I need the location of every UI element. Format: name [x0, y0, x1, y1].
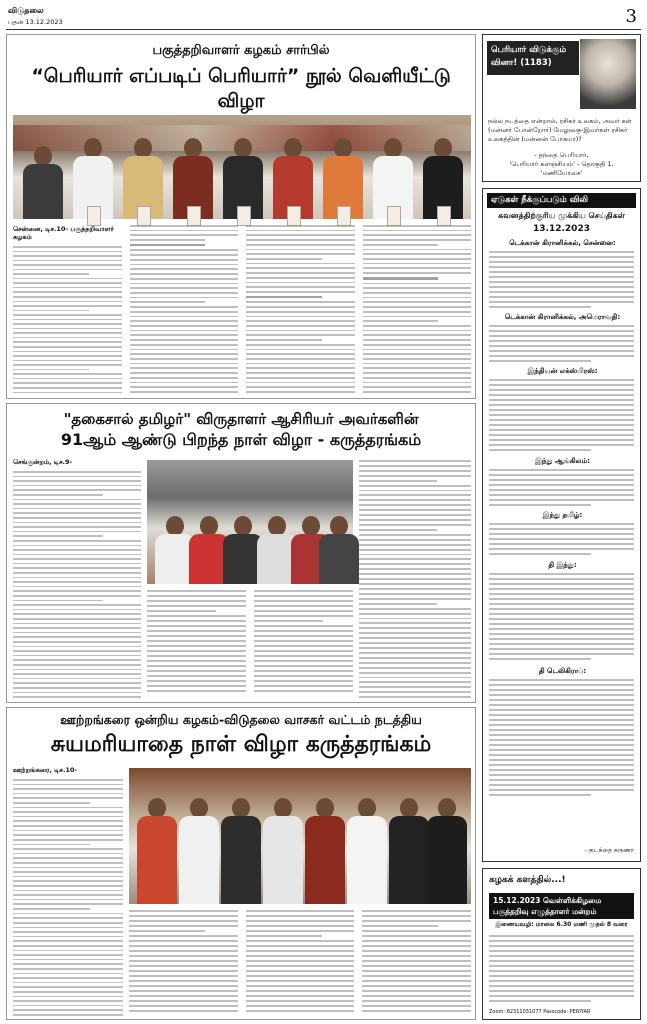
- article-headline: “பெரியார் எப்படிப் பெரியார்” நூல் வெளியீட்டு விழா: [31, 65, 451, 112]
- page-header: [6, 4, 641, 30]
- seminar-group-photo: [129, 768, 471, 904]
- question-title: பெரியார் விடுக்கும் வினா! (1183): [487, 41, 579, 75]
- quote-source: 'பெரியார் களஞ்சியம்' - தொகுதி 1, 'மணியோசை': [509, 160, 614, 177]
- masthead: விடுதலை: [8, 6, 44, 15]
- article-headline-line1: ஊற்றங்கரை ஒன்றிய கழகம்-விடுதலை வாசகர் வட்டம் நடத்திய: [60, 712, 422, 727]
- article-headline-line1: "தகைசால் தமிழர்" விருதாளர் ஆசிரியர் அவர்களின்: [63, 410, 419, 428]
- digest-author: - குடந்தை கருணா: [584, 847, 634, 854]
- article-headline-line2: சுயமரியாதை நாள் விழா கருத்தரங்கம்: [50, 732, 432, 757]
- news-digest-box: [482, 188, 641, 862]
- question-text: நல்ல நடத்தை என்றால், ரசிகர் உலகம், அவர் கள் (மன்னர் போன்றோர்) மேலுலகு-இவர்கள் ரசிகர் உலகத்தின் (மன்னன் போகமா)?: [488, 117, 632, 143]
- quote-attribution: - தந்தை பெரியார்,: [534, 151, 589, 159]
- article-book-release: [6, 34, 476, 399]
- event-time: இணையவழி: மாலை 6.30 மணி முதல் 8 வரை: [495, 921, 628, 928]
- dateline: செங்குன்றம், டிச.9-: [13, 458, 73, 466]
- article-birthday-seminar: [6, 403, 476, 703]
- digest-section: இந்தியன் எக்ஸ்பிரஸ்:: [527, 367, 598, 375]
- digest-section: தி இந்து:: [548, 561, 577, 569]
- article-self-respect-day: [6, 707, 476, 1020]
- event-heading: 15.12.2023 வெள்ளிக்கிழமை பகுத்தறிவு எழுத்தாளர் மன்றம்: [489, 893, 634, 919]
- article-body-middle: [147, 590, 353, 698]
- periyar-question-box: [482, 34, 641, 182]
- article-body-right: [129, 910, 471, 1016]
- dateline: சென்னை, டிச.10- பகுத்தறிவாளர் கழகம்: [13, 225, 114, 241]
- event-notice-box: [482, 868, 641, 1020]
- article-body-left: [13, 766, 123, 1016]
- article-body: [13, 225, 471, 393]
- digest-date: 13.12.2023: [533, 224, 590, 234]
- article-headline-line2: 91ஆம் ஆண்டு பிறந்த நாள் விழா - கருத்தரங்கம்: [60, 430, 422, 449]
- seminar-photo: [147, 460, 353, 584]
- digest-section: தி டெலிகிராப்:: [538, 667, 587, 675]
- digest-section: டெக்கான் கிரானிக்கல், சென்னை:: [509, 239, 616, 247]
- article-kicker: பகுத்தறிவாளர் கழகம் சார்பில்: [152, 43, 330, 58]
- sidebar: [482, 34, 641, 1020]
- page-number: 3: [625, 6, 637, 27]
- dateline: ஊற்றங்கரை, டிச.10-: [13, 766, 78, 774]
- digest-section: இந்து ஆங்கிலம்:: [535, 457, 590, 465]
- digest-title: ஏடுகள் நீக்குப்படும் விலி: [487, 193, 636, 208]
- event-box-title: கழகக் களத்தில்...!: [489, 875, 566, 885]
- main-column: [6, 34, 476, 1020]
- digest-section: இந்து தமிழ்:: [542, 511, 583, 519]
- zoom-details: Zoom: 82311031077 Passcode: PERIYAR: [489, 1009, 591, 1015]
- event-photo: [13, 115, 471, 219]
- digest-section: டெக்கான் கிரானிக்கல், அமெராவதி:: [504, 313, 621, 321]
- article-body-right: [359, 460, 471, 698]
- issue-date: புதன் 13.12.2023: [8, 18, 63, 26]
- periyar-portrait: [580, 39, 636, 109]
- digest-subtitle: கவனத்திற்குரிய முக்கிய செய்திகள்: [498, 211, 625, 220]
- article-body-left: [13, 458, 141, 698]
